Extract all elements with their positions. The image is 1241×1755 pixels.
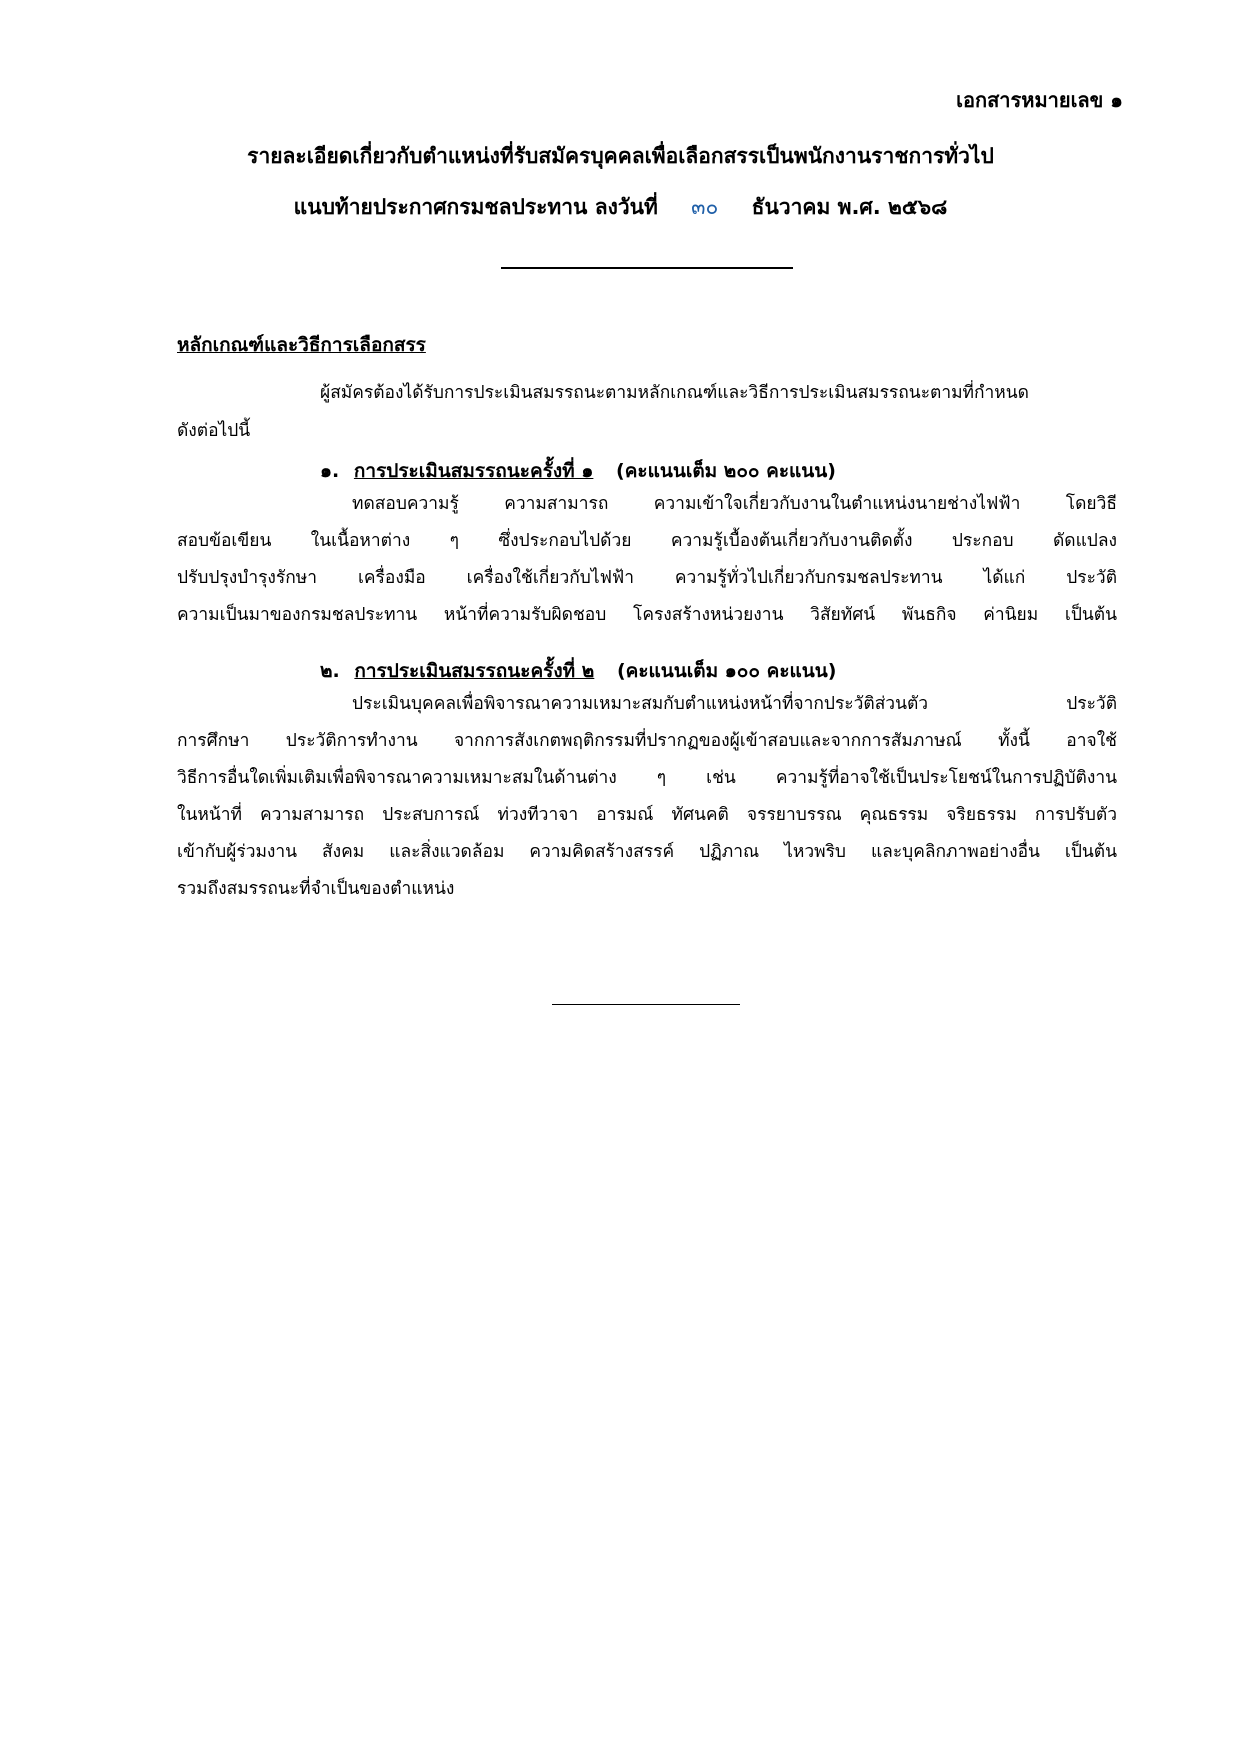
criteria-item-heading — [320, 656, 836, 686]
criteria-item-heading — [320, 456, 836, 486]
section-heading: หลักเกณฑ์และวิธีการเลือกสรร — [177, 334, 426, 356]
criteria-item-text-line: ในหน้าที่ ความสามารถ ประสบการณ์ ท่วงทีวาจา อารมณ์ ทัศนคติ จรรยาบรรณ คุณธรรม จริยธรรม การปรับตัว — [177, 805, 1117, 825]
title-divider — [501, 267, 793, 269]
subtitle-prefix: แนบท้ายประกาศกรมชลประทาน ลงวันที่ — [293, 195, 658, 219]
criteria-item-number: ๑. — [320, 460, 340, 482]
criteria-item-number: ๒. — [320, 660, 340, 682]
criteria-item-text-line: การศึกษา ประวัติการทำงาน จากการสังเกตพฤติกรรมที่ปรากฏของผู้เข้าสอบและจากการสัมภาษณ์ ทั้งนี้ อาจใช้ — [177, 731, 1117, 751]
document-title: รายละเอียดเกี่ยวกับตำแหน่งที่รับสมัครบุคคลเพื่อเลือกสรรเป็นพนักงานราชการทั่วไป — [247, 144, 994, 168]
subtitle-suffix: ธันวาคม พ.ศ. ๒๕๖๘ — [751, 195, 948, 219]
criteria-item-text-line: ทดสอบความรู้ ความสามารถ ความเข้าใจเกี่ยวกับงานในตำแหน่งนายช่างไฟฟ้า โดยวิธี — [352, 494, 1117, 514]
criteria-item-name: การประเมินสมรรถนะครั้งที่ ๑ — [353, 460, 594, 482]
criteria-item-text-line: ความเป็นมาของกรมชลประทาน หน้าที่ความรับผิดชอบ โครงสร้างหน่วยงาน วิสัยทัศน์ พันธกิจ ค่านิยม เป็นต้น — [177, 605, 1117, 625]
criteria-item-text-line: เข้ากับผู้ร่วมงาน สังคม และสิ่งแวดล้อม ความคิดสร้างสรรค์ ปฏิภาณ ไหวพริบ และบุคลิกภาพอย่างอื่น เป็นต้น — [177, 842, 1117, 862]
criteria-item-text-line: วิธีการอื่นใดเพิ่มเติมเพื่อพิจารณาความเหมาะสมในด้านต่าง ๆ เช่น ความรู้ที่อาจใช้เป็นประโยชน์ในการปฏิบัติงาน — [177, 768, 1117, 788]
document-number-label: เอกสารหมายเลข ๑ — [956, 88, 1123, 112]
criteria-item-score: (คะแนนเต็ม ๒๐๐ คะแนน) — [616, 460, 836, 482]
document-subtitle — [0, 191, 1241, 224]
criteria-item-text-line: สอบข้อเขียน ในเนื้อหาต่าง ๆ ซึ่งประกอบไปด้วย ความรู้เบื้องต้นเกี่ยวกับงานติดตั้ง ประกอบ ดัดแปลง — [177, 531, 1117, 551]
intro-line: ผู้สมัครต้องได้รับการประเมินสมรรถนะตามหลักเกณฑ์และวิธีการประเมินสมรรถนะตามที่กำหนด — [320, 383, 1029, 403]
criteria-item-score: (คะแนนเต็ม ๑๐๐ คะแนน) — [616, 660, 837, 682]
announcement-day: ๓๐ — [691, 195, 719, 219]
criteria-item-text-line: ปรับปรุงบำรุงรักษา เครื่องมือ เครื่องใช้เกี่ยวกับไฟฟ้า ความรู้ทั่วไปเกี่ยวกับกรมชลประทาน ได้แก่ ประวัติ — [177, 568, 1117, 588]
criteria-item-name: การประเมินสมรรถนะครั้งที่ ๒ — [354, 660, 595, 682]
criteria-item-text-line: รวมถึงสมรรถนะที่จำเป็นของตำแหน่ง — [177, 879, 455, 899]
criteria-item-text-line: ประเมินบุคคลเพื่อพิจารณาความเหมาะสมกับตำแหน่งหน้าที่จากประวัติส่วนตัว ประวัติ — [352, 694, 1117, 714]
intro-line: ดังต่อไปนี้ — [177, 421, 251, 441]
end-divider — [552, 1004, 740, 1005]
